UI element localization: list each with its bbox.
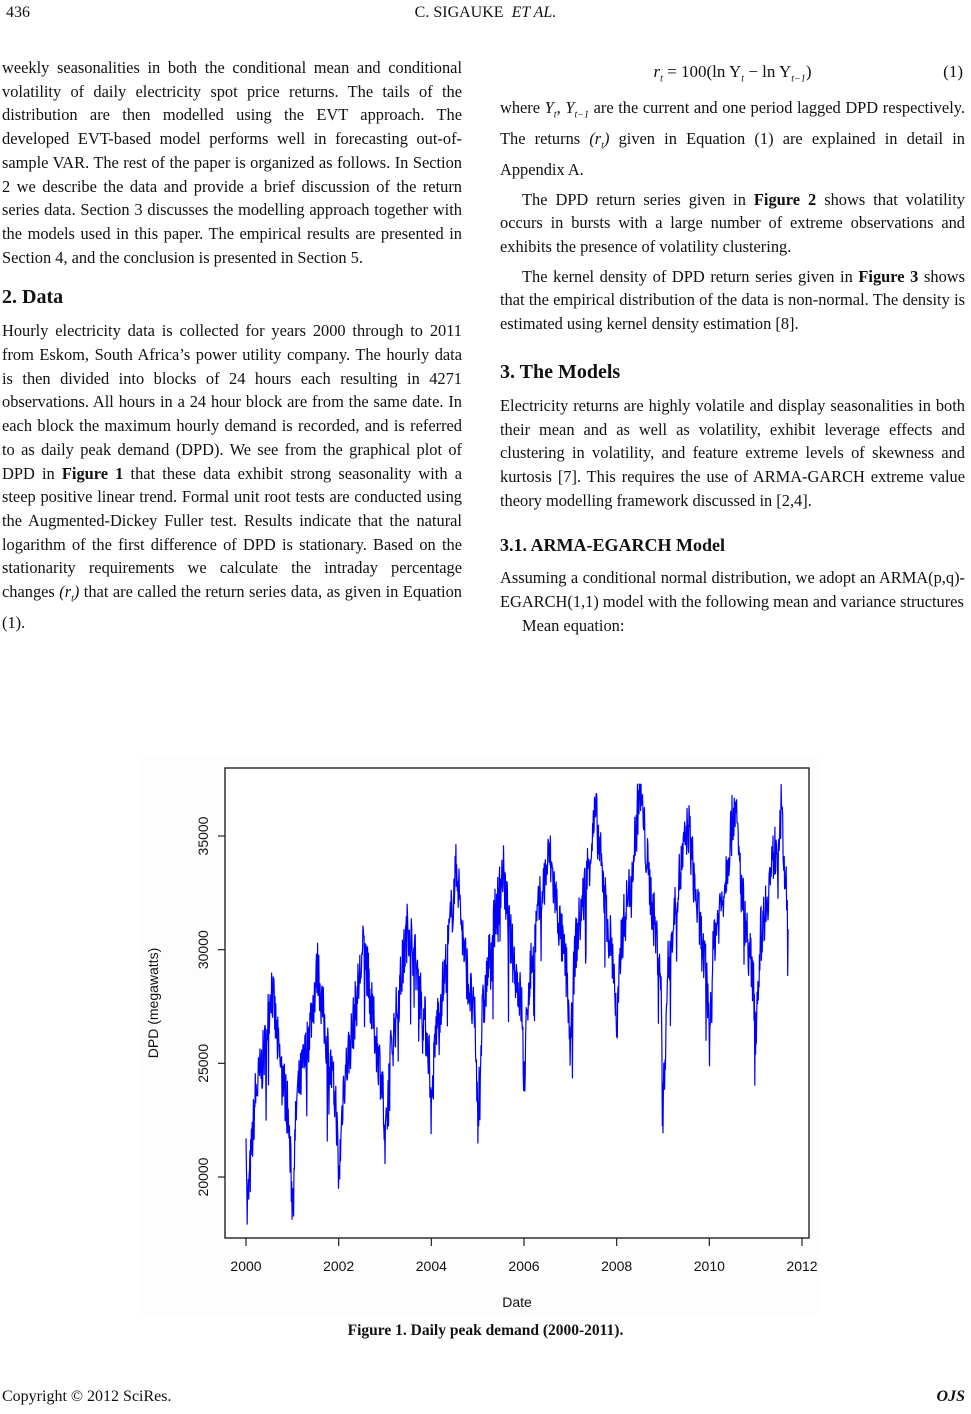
y-axis — [195, 816, 225, 1196]
data-paragraph — [2, 319, 462, 634]
data-text-2: that these data exhibit strong seasonality with a steep positive linear trend. Formal unit root tests are conducted using the Augmented-Dickey Fuller test. Results indicate that the natural logarithm of the first difference of DPD is stationary. Based on the stationarity requirements we calculate the intraday percentage changes — [2, 463, 462, 602]
journal-name: OJS — [936, 1388, 965, 1405]
x-axis — [230, 1238, 817, 1274]
mean-equation-label: Mean equation: — [522, 615, 625, 635]
x-tick-label: 2008 — [601, 1258, 633, 1274]
header-authors: C. SIGAUKE — [414, 4, 504, 21]
y-tick-label: 25000 — [195, 1043, 211, 1083]
section-2-heading: 2. Data — [2, 286, 64, 309]
figure-2-paragraph: The DPD return series given in Figure 2 shows that volatility occurs in bursts with a large number of extreme observations and exhibits the presence of volatility clustering. — [500, 189, 965, 257]
left-column — [2, 56, 462, 635]
equation-number: (1) — [943, 62, 963, 81]
equation-1: $r_t = 100(\ln$ $Y_t - \ln Y_{t-1}$) (1) — [500, 56, 965, 88]
y-tick-label: 30000 — [195, 930, 211, 970]
x-axis-label: Date — [502, 1294, 532, 1310]
y-axis-label: DPD (megawatts) — [145, 947, 161, 1059]
figure-caption: Figure 1. Daily peak demand (2000-2011). — [347, 1322, 624, 1339]
dpd-line-chart — [138, 755, 818, 1315]
x-tick-label: 2006 — [508, 1258, 540, 1274]
running-header — [0, 4, 971, 22]
data-text-3: that are called the return series data, as given in Equation (1). — [2, 582, 462, 633]
header-et-al: ET AL. — [511, 4, 557, 21]
figure-1 — [138, 755, 818, 1315]
models-paragraph: Electricity returns are highly volatile and display seasonalities in both their mean and as well as volatility, exhibit leverage effects and clustering in volatility, and feature extreme levels of skewness and kurtosis [7]. This requires the use of ARMA-GARCH extreme value theory modelling framework discussed in [2,4]. — [500, 395, 965, 510]
figure-3-paragraph: The kernel density of DPD return series given in Figure 3 shows that the empirical distribution of the data is non-normal. The density is estimated using kernel density estimation [8]. — [500, 266, 965, 334]
figure-3-ref[interactable]: Figure 3 — [858, 266, 919, 286]
intro-paragraph: weekly seasonalities in both the conditional mean and conditional volatility of daily electricity spot price returns. The tails of the distribution are then modelled using the EVT approach. The developed EVT-based model performs well in forecasting out-of-sample VAR. The rest of the paper is organized as follows. In Section 2 we describe the data and provide a brief discussion of the return series data. Section 3 discusses the modelling approach together with the models used in this paper. The empirical results are presented in Section 4, and the conclusion is presented in Section 5. — [2, 58, 462, 267]
returns-symbol: $(r_t)$ — [59, 582, 80, 605]
egarch-paragraph: Assuming a conditional normal distribution, we adopt an ARMA(p,q)-EGARCH(1,1) model with the following mean and variance structures — [500, 568, 965, 612]
figure-2-ref[interactable]: Figure 2 — [753, 189, 817, 209]
copyright-notice: Copyright © 2012 SciRes. — [2, 1388, 172, 1405]
x-tick-label: 2012 — [786, 1258, 818, 1274]
where-paragraph: where $Y_t$, $Y_{t-1}$ are the current and one period lagged DPD respectively. The returns $(r_t)$ given in Equation (1) are explained in detail in Appendix A. — [500, 98, 965, 179]
right-column — [500, 56, 965, 638]
x-tick-label: 2000 — [230, 1258, 262, 1274]
y-tick-label: 20000 — [195, 1157, 211, 1197]
section-3-1-heading: 3.1. ARMA-EGARCH Model — [500, 535, 725, 556]
section-3-heading: 3. The Models — [500, 360, 621, 383]
data-text-1: Hourly electricity data is collected for years 2000 through to 2011 from Eskom, South Africa’s power utility company. The hourly data is then divided into blocks of 24 hours each resulting in 4271 observations. All hours in a 24 hour block are from the same date. In each block the maximum hourly demand is recorded, and is referred to as daily peak demand (DPD). We see from the graphical plot of DPD in — [2, 321, 462, 483]
eq-lhs: r — [653, 62, 661, 81]
x-tick-label: 2010 — [693, 1258, 725, 1274]
figure-1-ref[interactable]: Figure 1 — [61, 463, 124, 483]
page-number: 436 — [6, 4, 30, 21]
x-tick-label: 2004 — [415, 1258, 447, 1274]
y-tick-label: 35000 — [195, 816, 211, 856]
x-tick-label: 2002 — [323, 1258, 355, 1274]
